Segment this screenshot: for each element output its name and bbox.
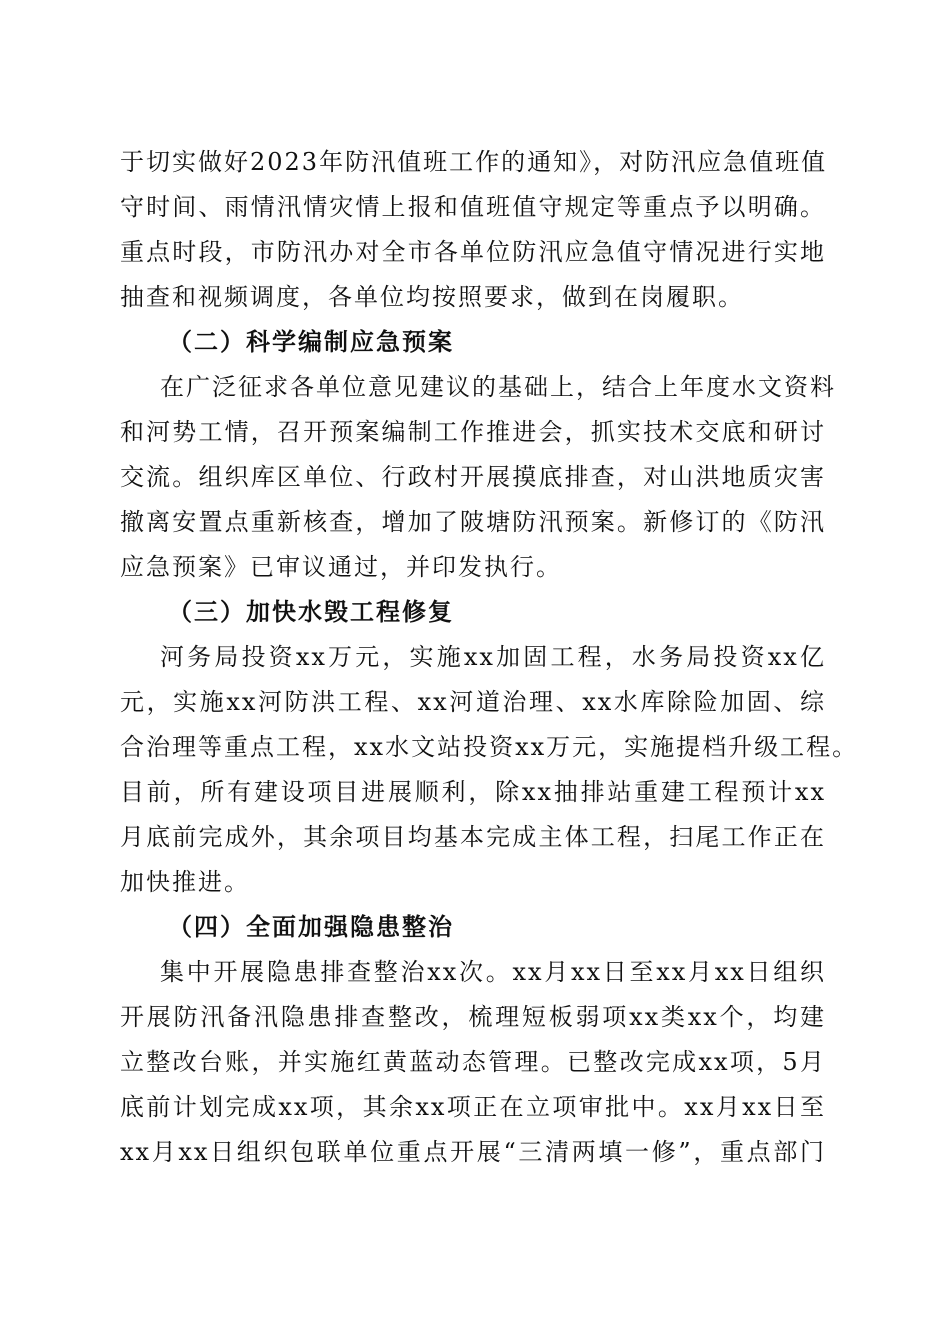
text-line: 开展防汛备汛隐患排查整改，梳理短板弱项xx类xx个，均建	[120, 1003, 826, 1031]
section-2	[120, 320, 836, 590]
text-line: 抽查和视频调度，各单位均按照要求，做到在岗履职。	[120, 283, 744, 311]
text-line: 合治理等重点工程，xx水文站投资xx万元，实施提档升级工程。	[120, 733, 859, 761]
text-line: 底前计划完成xx项，其余xx项正在立项审批中。xx月xx日至	[120, 1093, 826, 1121]
text-line: 立整改台账，并实施红黄蓝动态管理。已整改完成xx项，5月	[120, 1048, 826, 1076]
text-line: 交流。组织库区单位、行政村开展摸底排查，对山洪地质灾害	[120, 463, 826, 491]
text-line: 撤离安置点重新核查，增加了陂塘防汛预案。新修订的《防汛	[120, 508, 826, 536]
text-line: 于切实做好2023年防汛值班工作的通知》，对防汛应急值班值	[120, 148, 828, 176]
section-heading: （四）全面加强隐患整治	[168, 913, 454, 941]
text-line: 月底前完成外，其余项目均基本完成主体工程，扫尾工作正在	[120, 823, 826, 851]
text-line: 加快推进。	[120, 868, 250, 896]
text-line: 重点时段，市防汛办对全市各单位防汛应急值守情况进行实地	[120, 238, 826, 266]
text-line: 目前，所有建设项目进展顺利，除xx抽排站重建工程预计xx	[120, 778, 826, 806]
text-line: 河务局投资xx万元，实施xx加固工程，水务局投资xx亿	[160, 643, 826, 671]
text-line: 和河势工情，召开预案编制工作推进会，抓实技术交底和研讨	[120, 418, 826, 446]
text-line: xx月xx日组织包联单位重点开展“三清两填一修”，重点部门	[120, 1138, 826, 1166]
text-line: 在广泛征求各单位意见建议的基础上，结合上年度水文资料	[160, 373, 836, 401]
text-line: 守时间、雨情汛情灾情上报和值班值守规定等重点予以明确。	[120, 193, 826, 221]
section-3	[120, 590, 859, 905]
text-line: 元，实施xx河防洪工程、xx河道治理、xx水库除险加固、综	[120, 688, 826, 716]
section-heading: （三）加快水毁工程修复	[168, 598, 454, 626]
paragraph-1	[120, 140, 826, 320]
text-line: 集中开展隐患排查整治xx次。xx月xx日至xx月xx日组织	[160, 958, 826, 986]
section-4	[120, 905, 826, 1175]
text-line: 应急预案》已审议通过，并印发执行。	[120, 553, 562, 581]
document-body	[120, 140, 859, 1175]
section-heading: （二）科学编制应急预案	[168, 328, 454, 356]
